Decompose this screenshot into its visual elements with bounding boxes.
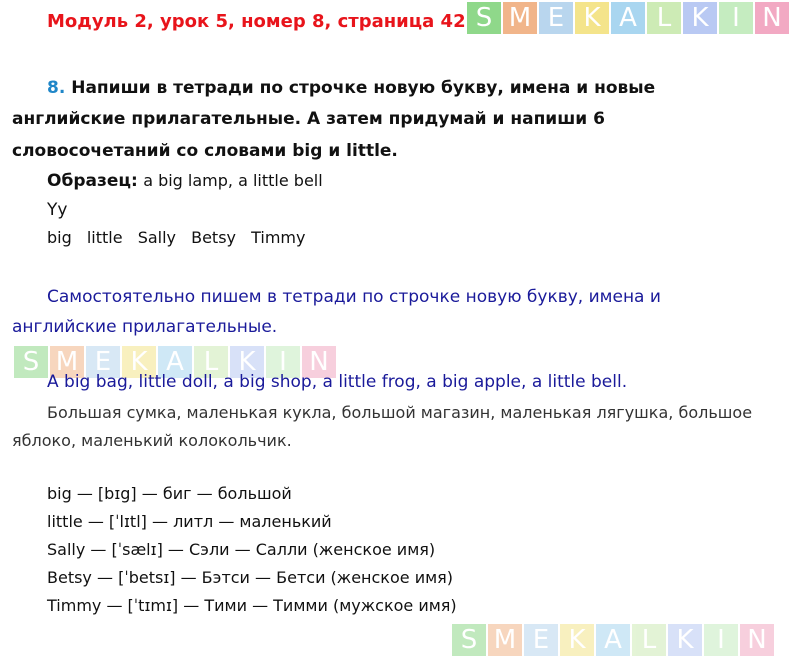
watermark-letter: L [632,624,666,656]
task-line-1 [47,77,655,99]
solution-phrases: A big bag, little doll, a big shop, a little frog, a big apple, a little bell. [47,372,628,392]
watermark-letter: K [668,624,702,656]
watermark-letter: A [596,624,630,656]
watermark-letter: N [302,346,336,378]
watermark-letter: K [122,346,156,378]
watermark-letter: E [539,2,573,34]
watermark-letter: K [683,2,717,34]
vocab-item-betsy: Betsy — [ˈbetsɪ] — Бэтси — Бетси (женское имя) [47,568,454,587]
page-title: Модуль 2, урок 5, номер 8, страница 42 [47,11,466,32]
vocab-item-sally: Sally — [ˈsælɪ] — Сэли — Салли (женское имя) [47,540,436,559]
watermark-letter: N [755,2,789,34]
translation-1: Большая сумка, маленькая кукла, большой магазин, маленькая лягушка, большое [47,403,753,422]
watermark-letter: E [86,346,120,378]
watermark-letter: M [503,2,537,34]
watermark-letter: K [575,2,609,34]
vocab-item-timmy: Timmy — [ˈtɪmɪ] — Тими — Тимми (мужское имя) [47,596,457,615]
watermark-letter: L [194,346,228,378]
watermark-letter: A [158,346,192,378]
watermark-letter: K [560,624,594,656]
watermark-letter: I [266,346,300,378]
task-line-3: словосочетаний со словами big и little. [12,141,398,161]
word-little: little [86,228,123,247]
example-label: Образец: [47,171,138,191]
word-betsy: Betsy [191,228,237,247]
solution-intro-1: Самостоятельно пишем в тетради по строчке новую букву, имена и [47,287,661,307]
example-text: a big lamp, a little bell [143,171,323,190]
watermark-letter: K [230,346,264,378]
watermark-letter: A [611,2,645,34]
vocab-item-big: big — [bɪg] — биг — большой [47,484,292,503]
watermark-letter: N [740,624,774,656]
watermark-top [467,2,791,34]
task-line-2: английские прилагательные. А затем придумай и напиши 6 [12,109,605,129]
example-line [47,170,323,192]
vocab-item-little: little — [ˈlɪtl] — литл — маленький [47,512,332,531]
watermark-letter: S [467,2,501,34]
word-timmy: Timmy [251,228,306,247]
watermark-letter: I [719,2,753,34]
words-line [47,227,305,249]
watermark-letter: I [704,624,738,656]
task-number: 8. [47,78,66,98]
watermark-letter: L [647,2,681,34]
watermark-letter: S [452,624,486,656]
solution-intro-2: английские прилагательные. [12,317,278,337]
watermark-letter: M [50,346,84,378]
watermark-letter: M [488,624,522,656]
translation-2: яблоко, маленький колокольчик. [12,431,292,450]
watermark-letter: E [524,624,558,656]
watermark-letter: S [14,346,48,378]
word-big: big [47,228,72,247]
watermark-bottom [452,624,776,656]
word-sally: Sally [137,228,177,247]
letter-line: Yy [47,200,68,220]
task-text-1: Напиши в тетради по строчке новую букву, имена и новые [71,78,656,98]
